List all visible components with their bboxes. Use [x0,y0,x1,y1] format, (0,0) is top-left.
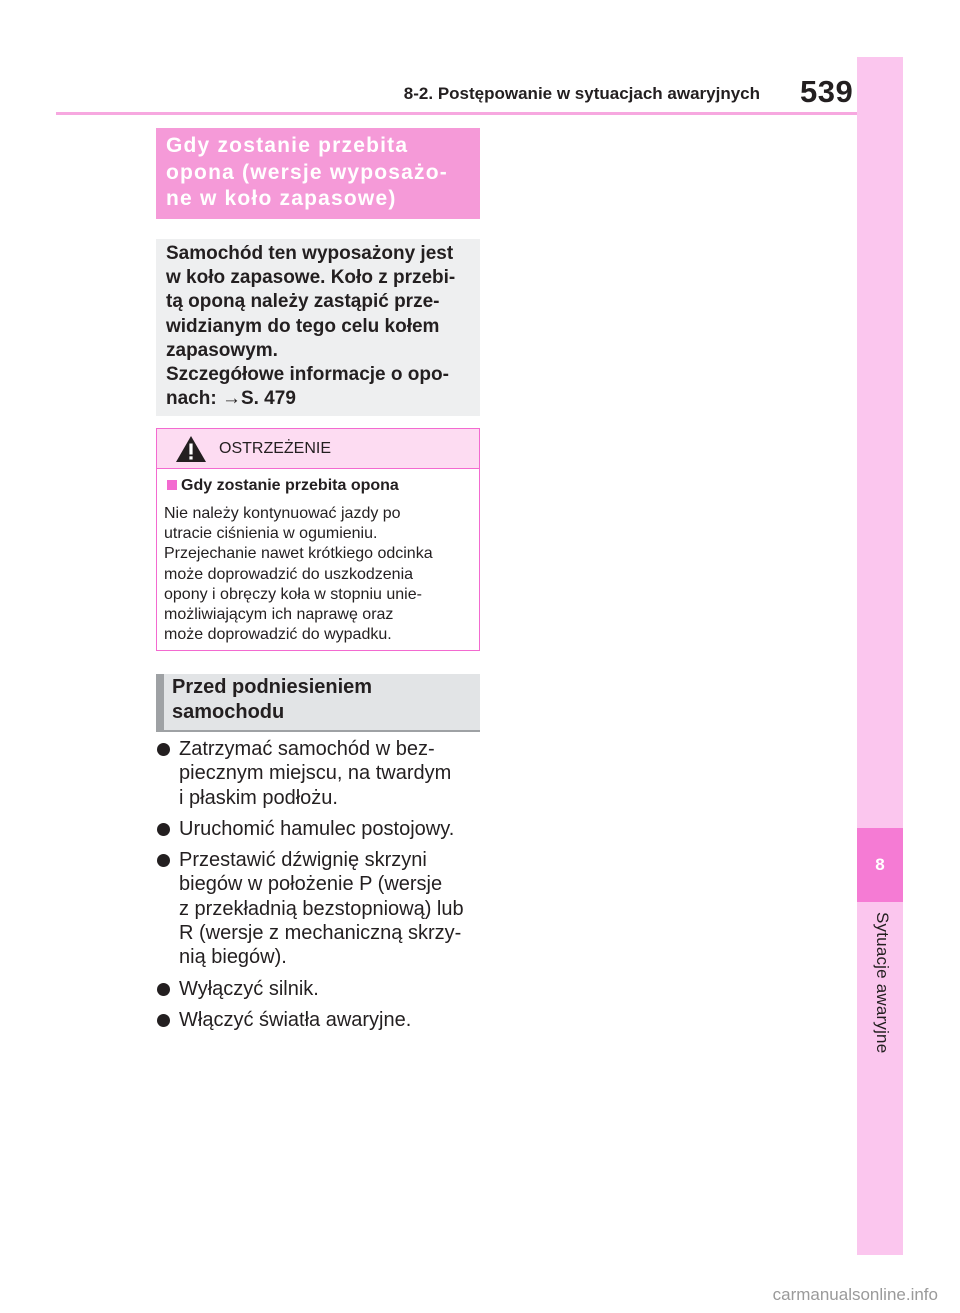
warning-body-line: Nie należy kontynuować jazdy po [164,505,401,522]
bullet-dot-icon [157,823,170,836]
list-item [156,737,486,810]
bullet-dot-icon [157,1014,170,1027]
list-item-line: Przestawić dźwignię skrzyni [179,849,427,872]
list-item [156,817,486,841]
chapter-number-tab[interactable]: 8 [857,828,903,902]
subheading-underline [156,730,480,732]
list-item-line: Wyłączyć silnik. [179,977,319,1000]
section-title-line: Gdy zostanie przebita [166,134,409,157]
warning-body-line: utracie ciśnienia w ogumieniu. [164,525,378,543]
bullet-dot-icon [157,854,170,867]
intro-line: tą oponą należy zastąpić prze- [166,291,440,313]
list-item-line: piecznym miejscu, na twardym [179,762,452,785]
list-item [156,977,486,1001]
steps-list [156,737,486,1039]
chapter-label: Sytuacje awaryjne [873,912,892,1054]
header-section-title: 8-2. Postępowanie w sytuacjach awaryjnych [403,84,760,103]
list-item [156,1008,486,1032]
section-title-box [156,128,480,219]
list-item-line: i płaskim podłożu. [179,786,338,809]
subheading-box [156,674,480,732]
section-title-line: ne w koło zapasowe) [166,187,397,210]
list-item-line: Włączyć światła awaryjne. [179,1008,412,1031]
section-title-line: opona (wersje wyposażo- [166,160,448,184]
subheading-line: Przed podniesieniem [172,676,373,698]
warning-body-line: opony i obręczy koła w stopniu unie- [164,585,422,603]
intro-line: Samochód ten wyposażony jest [166,243,454,264]
footer-watermark: carmanualsonline.info [772,1285,938,1304]
list-item-line: Uruchomić hamulec postojowy. [179,817,455,840]
warning-header [157,429,479,469]
intro-page-reference-link[interactable]: nach: →S. 479 [166,388,296,410]
intro-line: zapasowym. [166,339,278,361]
subheading-line: samochodu [172,701,285,723]
list-item-line: biegów w położenie P (wersje [179,873,443,896]
warning-body-line: może doprowadzić do uszkodzenia [164,565,414,583]
warning-subtitle-text: Gdy zostanie przebita opona [181,477,399,494]
header-rule [56,112,857,115]
warning-body [164,504,433,645]
list-item [156,848,486,969]
intro-line: widzianym do tego celu kołem [166,315,440,337]
list-item-line: R (wersje z mechaniczną skrzy- [179,922,462,945]
intro-line: w koło zapasowe. Koło z przebi- [166,267,456,289]
list-item-line: nią biegów). [179,946,287,969]
list-item-line: Zatrzymać samochód w bez- [179,738,435,760]
intro-box [156,239,480,416]
bullet-dot-icon [157,743,170,756]
warning-title: OSTRZEŻENIE [219,440,332,457]
list-item-line: z przekładnią bezstopniową) lub [179,897,464,920]
intro-line: Szczegółowe informacje o opo- [166,364,449,386]
warning-box [156,428,480,651]
warning-subtitle [167,477,399,495]
page-number: 539 [800,74,854,109]
warning-body-line: możliwiającym ich naprawę oraz [164,606,394,624]
warning-body-line: Przejechanie nawet krótkiego odcinka [164,545,433,563]
bullet-dot-icon [157,983,170,996]
square-bullet-icon [167,480,177,490]
warning-triangle-icon [175,435,207,463]
subheading-accent-bar [156,674,164,732]
warning-body-line: może doprowadzić do wypadku. [164,626,392,644]
